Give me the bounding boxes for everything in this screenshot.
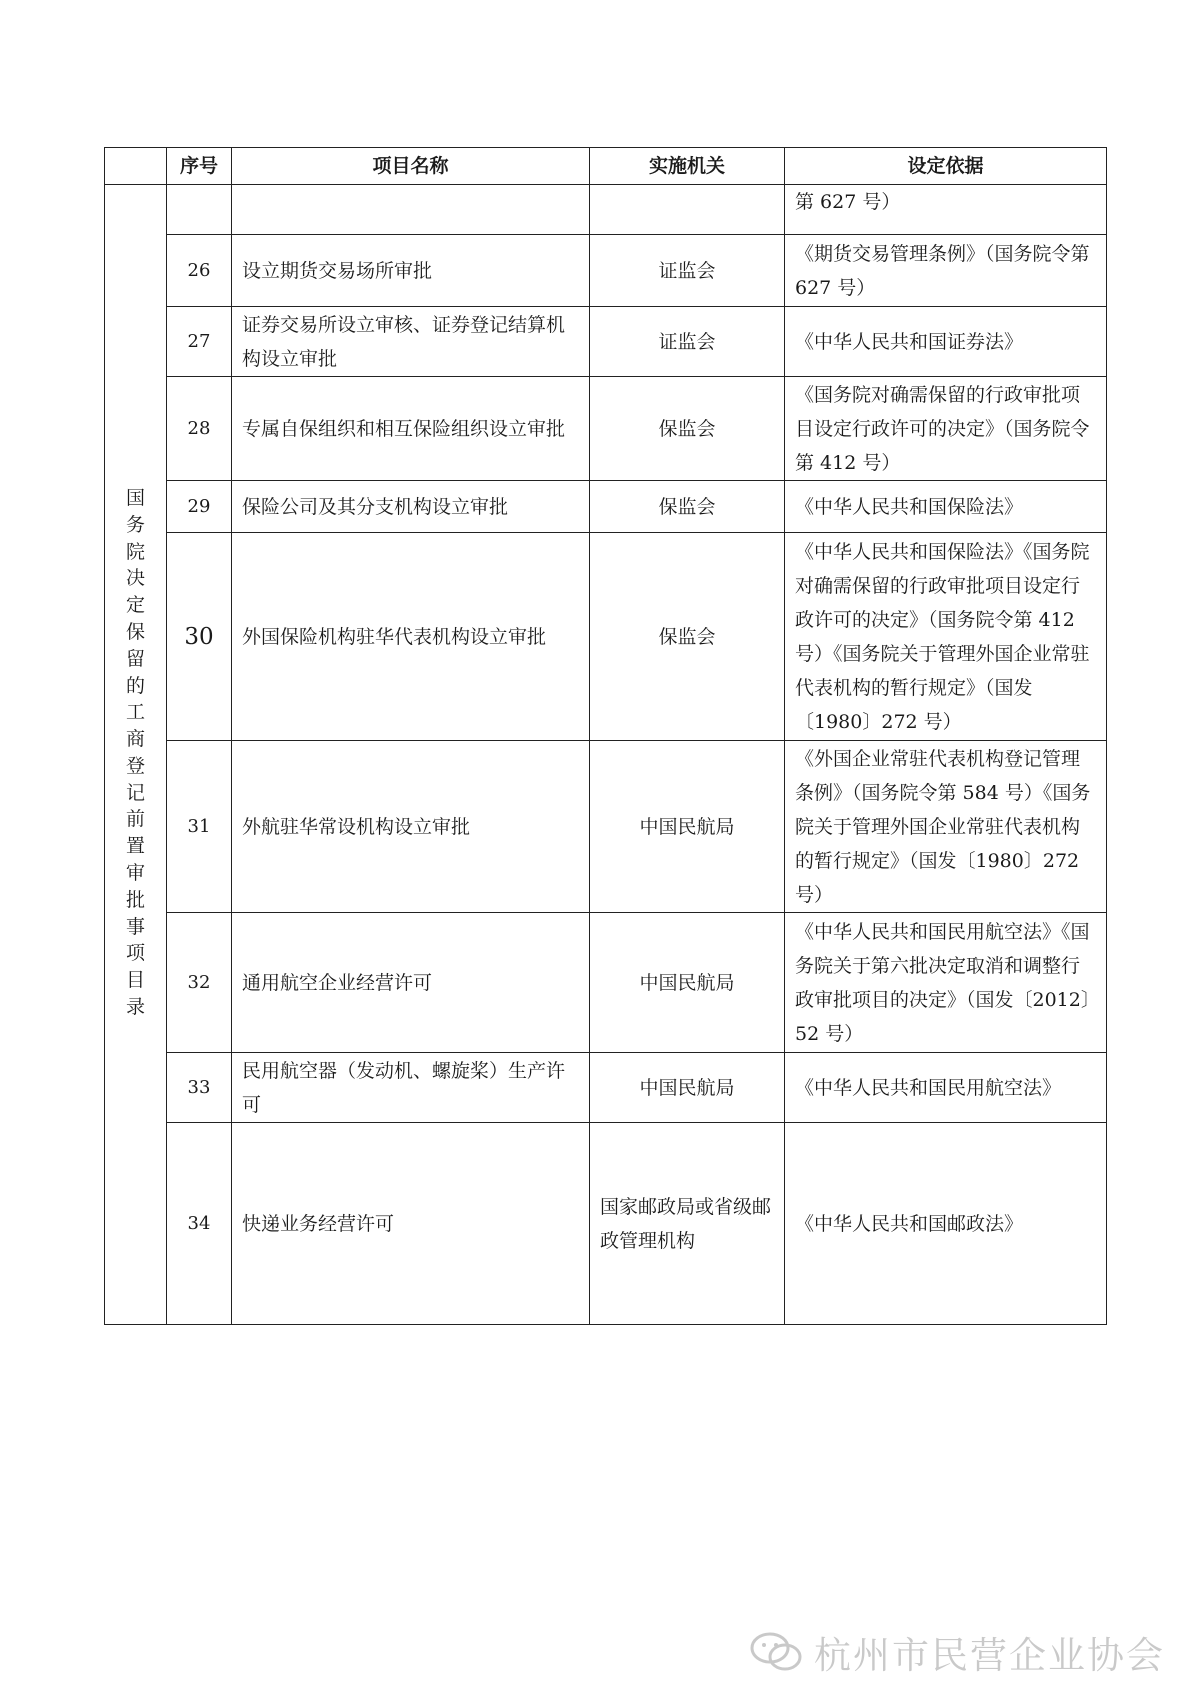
row-agency: 保监会 — [590, 481, 785, 533]
row-name: 保险公司及其分支机构设立审批 — [232, 481, 590, 533]
row-basis: 《中华人民共和国民用航空法》《国务院关于第六批决定取消和调整行政审批项目的决定》（国发〔2012〕52 号） — [785, 913, 1107, 1053]
row-name: 外国保险机构驻华代表机构设立审批 — [232, 533, 590, 741]
row-basis: 《外国企业常驻代表机构登记管理条例》（国务院令第 584 号）《国务院关于管理外国企业常驻代表机构的暂行规定》（国发〔1980〕272 号） — [785, 741, 1107, 913]
row-seq: 28 — [167, 377, 232, 481]
row-seq — [167, 185, 232, 235]
row-seq: 31 — [167, 741, 232, 913]
row-agency: 证监会 — [590, 307, 785, 377]
row-name: 证券交易所设立审核、证券登记结算机构设立审批 — [232, 307, 590, 377]
row-agency: 中国民航局 — [590, 1053, 785, 1123]
row-seq: 34 — [167, 1123, 232, 1325]
row-name — [232, 185, 590, 235]
row-name: 外航驻华常设机构设立审批 — [232, 741, 590, 913]
row-agency: 证监会 — [590, 235, 785, 307]
table-row — [105, 377, 1107, 481]
table-row — [105, 913, 1107, 1053]
header-blank — [105, 148, 167, 185]
row-basis: 《中华人民共和国保险法》 — [785, 481, 1107, 533]
row-name: 设立期货交易场所审批 — [232, 235, 590, 307]
row-seq: 32 — [167, 913, 232, 1053]
header-row — [105, 148, 1107, 185]
row-agency: 保监会 — [590, 533, 785, 741]
row-name: 专属自保组织和相互保险组织设立审批 — [232, 377, 590, 481]
row-name: 快递业务经营许可 — [232, 1123, 590, 1325]
watermark — [748, 1628, 1165, 1676]
row-seq: 27 — [167, 307, 232, 377]
row-agency: 中国民航局 — [590, 913, 785, 1053]
row-agency: 国家邮政局或省级邮政管理机构 — [590, 1123, 785, 1325]
row-agency: 保监会 — [590, 377, 785, 481]
table-row — [105, 307, 1107, 377]
row-name: 民用航空器（发动机、螺旋桨）生产许可 — [232, 1053, 590, 1123]
row-seq: 29 — [167, 481, 232, 533]
wechat-icon — [748, 1630, 806, 1674]
table-row — [105, 185, 1107, 235]
table-row — [105, 741, 1107, 913]
watermark-text: 杭州市民营企业协会 — [814, 1634, 1165, 1677]
table-row — [105, 1053, 1107, 1123]
row-name: 通用航空企业经营许可 — [232, 913, 590, 1053]
row-basis: 《中华人民共和国邮政法》 — [785, 1123, 1107, 1325]
side-category-label: 国务院决定保留的工商登记前置审批事项目录 — [105, 185, 167, 1325]
row-seq: 26 — [167, 235, 232, 307]
table-row — [105, 1123, 1107, 1325]
table-row — [105, 533, 1107, 741]
row-basis: 《国务院对确需保留的行政审批项目设定行政许可的决定》（国务院令第 412 号） — [785, 377, 1107, 481]
table-row — [105, 481, 1107, 533]
header-name: 项目名称 — [232, 148, 590, 185]
row-basis: 《期货交易管理条例》（国务院令第 627 号） — [785, 235, 1107, 307]
header-agency: 实施机关 — [590, 148, 785, 185]
header-basis: 设定依据 — [785, 148, 1107, 185]
table-row — [105, 235, 1107, 307]
header-seq: 序号 — [167, 148, 232, 185]
row-seq: 30 — [167, 533, 232, 741]
approval-items-table — [104, 147, 1107, 1325]
row-basis: 《中华人民共和国民用航空法》 — [785, 1053, 1107, 1123]
row-seq: 33 — [167, 1053, 232, 1123]
row-basis: 《中华人民共和国证券法》 — [785, 307, 1107, 377]
row-basis: 《中华人民共和国保险法》《国务院对确需保留的行政审批项目设定行政许可的决定》（国务院令第 412 号）《国务院关于管理外国企业常驻代表机构的暂行规定》（国发〔1980〕272 号） — [785, 533, 1107, 741]
row-basis: 第 627 号） — [785, 185, 1107, 235]
row-agency: 中国民航局 — [590, 741, 785, 913]
row-agency — [590, 185, 785, 235]
